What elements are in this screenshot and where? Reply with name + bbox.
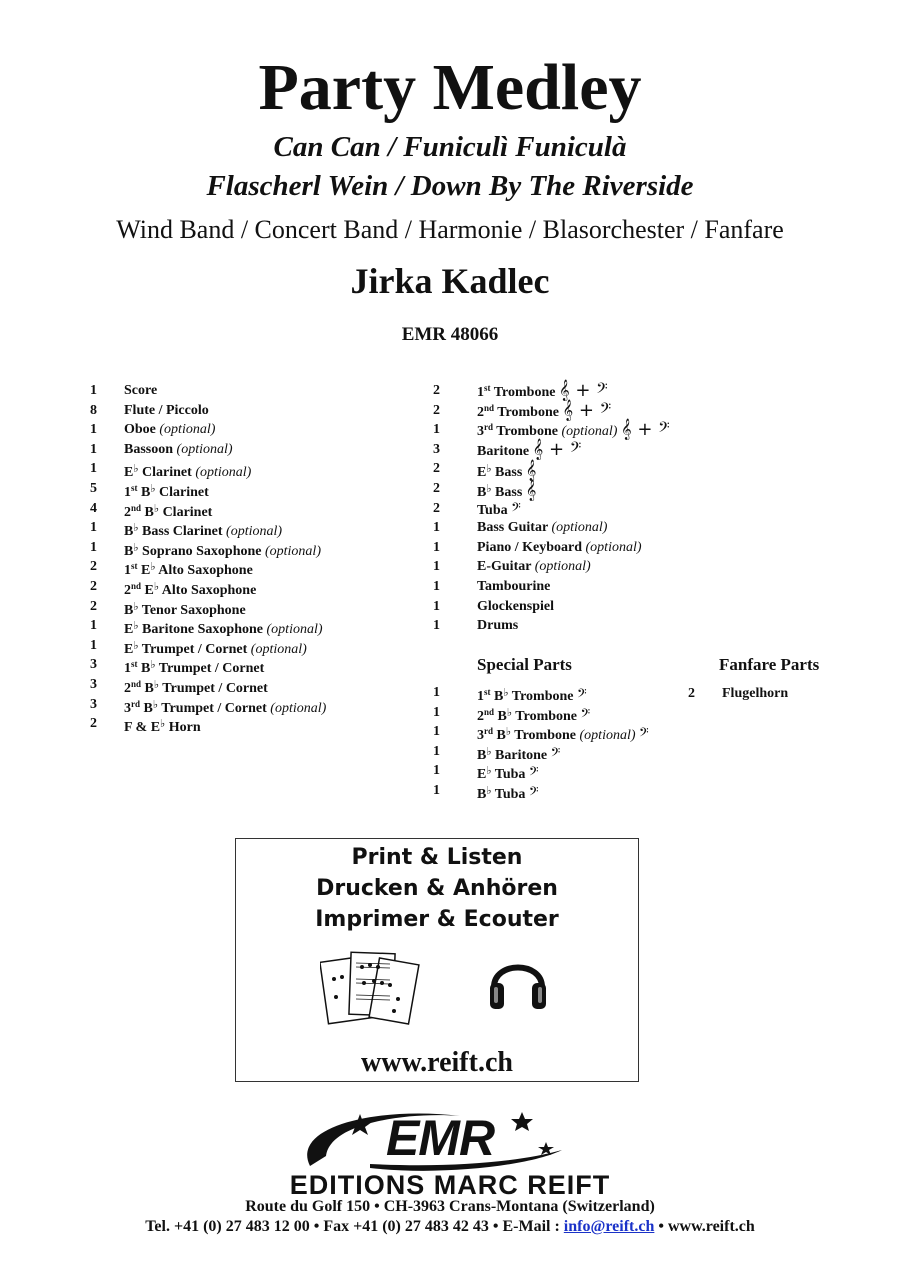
part-optional-note: (optional) bbox=[270, 700, 327, 716]
part-name bbox=[124, 401, 209, 421]
part-optional-note: (optional) bbox=[534, 559, 591, 575]
part-name bbox=[477, 538, 642, 558]
part-quantity: 3 bbox=[90, 696, 97, 712]
part-label-rest: Bass bbox=[491, 465, 523, 481]
flat-sign: ♭ bbox=[133, 541, 139, 554]
part-quantity: 1 bbox=[433, 559, 440, 575]
part-quantity: 2 bbox=[433, 461, 440, 477]
part-row bbox=[90, 499, 420, 519]
part-ordinal-suffix: st bbox=[131, 659, 138, 670]
part-optional-note: (optional) bbox=[195, 465, 252, 481]
flat-sign: ♭ bbox=[505, 726, 512, 739]
publisher-name: EDITIONS MARC REIFT bbox=[289, 1170, 611, 1200]
part-quantity: 2 bbox=[90, 579, 97, 594]
part-quantity: 5 bbox=[90, 481, 97, 496]
flat-sign: ♭ bbox=[153, 502, 160, 515]
part-quantity: 1 bbox=[433, 783, 440, 798]
part-row bbox=[433, 401, 733, 421]
part-row bbox=[433, 538, 733, 558]
part-row bbox=[433, 781, 693, 801]
composer-name: Jirka Kadlec bbox=[350, 261, 550, 301]
part-quantity: 2 bbox=[90, 716, 97, 732]
part-label-rest: Bass Clarinet bbox=[138, 524, 223, 540]
flat-sign: ♭ bbox=[150, 483, 156, 495]
part-quantity: 1 bbox=[90, 637, 97, 653]
part-row bbox=[90, 675, 420, 695]
part-quantity: 2 bbox=[90, 598, 97, 614]
part-row bbox=[433, 420, 733, 440]
part-quantity: 1 bbox=[433, 743, 440, 759]
part-ordinal-suffix: nd bbox=[484, 402, 495, 413]
part-label: Bass Guitar bbox=[477, 520, 548, 536]
part-quantity: 1 bbox=[90, 422, 97, 438]
part-label-rest: Soprano Saxophone bbox=[138, 543, 262, 559]
part-row bbox=[90, 557, 420, 577]
part-label-rest: Tuba bbox=[491, 767, 526, 783]
part-row bbox=[433, 499, 733, 519]
sheet-music-icon bbox=[320, 949, 420, 1029]
part-label-rest: Trombone bbox=[511, 728, 577, 744]
part-quantity: 4 bbox=[90, 500, 97, 516]
part-label: Baritone bbox=[477, 443, 530, 459]
part-ordinal: 3 bbox=[477, 424, 484, 440]
parts-list-right bbox=[433, 381, 733, 641]
clef-icon: 𝄢 bbox=[577, 686, 587, 704]
part-ordinal-suffix: nd bbox=[131, 581, 142, 591]
part-quantity: 1 bbox=[433, 598, 440, 614]
part-label-rest: Trombone bbox=[508, 689, 574, 704]
part-ordinal: 3 bbox=[477, 728, 484, 744]
part-label: Flugelhorn bbox=[722, 686, 789, 701]
part-row bbox=[90, 714, 420, 734]
part-quantity: 1 bbox=[433, 579, 440, 594]
part-row bbox=[433, 703, 693, 723]
part-ordinal: 1 bbox=[124, 563, 131, 579]
part-row bbox=[433, 761, 693, 781]
part-row bbox=[433, 577, 733, 597]
catalog-code: EMR 48066 bbox=[401, 324, 499, 345]
part-quantity: 2 bbox=[433, 383, 440, 398]
part-label: B bbox=[141, 681, 154, 696]
clef-icon: 𝄢 bbox=[550, 744, 561, 763]
special-parts-list bbox=[433, 683, 693, 803]
clef-icon: 𝄞 + 𝄢 bbox=[562, 399, 612, 421]
part-ordinal: 2 bbox=[124, 504, 131, 520]
part-quantity: 1 bbox=[433, 724, 440, 740]
part-label: B bbox=[493, 728, 506, 744]
part-ordinal: 1 bbox=[124, 661, 131, 677]
part-row bbox=[433, 518, 733, 538]
part-ordinal-suffix: st bbox=[131, 483, 138, 493]
part-label-rest: Tuba bbox=[491, 787, 526, 802]
part-label: Oboe bbox=[124, 422, 156, 438]
part-quantity: 3 bbox=[433, 441, 440, 457]
flat-sign: ♭ bbox=[133, 639, 139, 652]
part-ordinal-suffix: rd bbox=[484, 422, 493, 433]
part-label: E-Guitar bbox=[477, 559, 532, 575]
part-optional-note: (optional) bbox=[264, 543, 321, 559]
part-ordinal: 3 bbox=[124, 700, 131, 716]
part-label-rest: Trumpet / Cornet bbox=[158, 700, 267, 716]
part-label: E bbox=[137, 563, 151, 579]
part-name bbox=[477, 616, 518, 636]
part-label: B bbox=[137, 661, 151, 677]
part-ordinal: 1 bbox=[477, 689, 484, 704]
part-label: E bbox=[124, 641, 134, 657]
part-label-rest: Alto Saxophone bbox=[155, 563, 253, 579]
part-quantity: 1 bbox=[90, 618, 97, 634]
contact-phone-fax: Tel. +41 (0) 27 483 12 00 • Fax +41 (0) 27 483 42 43 • E-Mail : bbox=[145, 1218, 564, 1235]
part-optional-note: (optional) bbox=[176, 441, 233, 457]
part-label: Trombone bbox=[494, 404, 559, 420]
flat-sign: ♭ bbox=[150, 561, 156, 574]
part-ordinal: 2 bbox=[477, 404, 484, 420]
part-row bbox=[90, 655, 420, 675]
part-row bbox=[433, 381, 733, 401]
part-row bbox=[433, 557, 733, 577]
part-optional-note: (optional) bbox=[579, 728, 636, 744]
part-optional-note: (optional) bbox=[561, 424, 618, 440]
subtitle-line-1: Can Can / Funiculì Funiculà bbox=[273, 131, 627, 163]
part-quantity: 2 bbox=[433, 402, 440, 418]
part-optional-note: (optional) bbox=[551, 520, 608, 536]
print-listen-box bbox=[235, 838, 639, 1082]
part-row bbox=[90, 420, 420, 440]
flat-sign: ♭ bbox=[153, 679, 160, 691]
part-name bbox=[477, 781, 539, 805]
promo-url[interactable]: www.reift.ch bbox=[361, 1047, 513, 1078]
fanfare-parts-list bbox=[688, 684, 838, 706]
part-ordinal-suffix: nd bbox=[131, 679, 142, 689]
part-label: Score bbox=[124, 383, 158, 398]
part-quantity: 1 bbox=[433, 704, 440, 720]
clef-icon: 𝄢 bbox=[580, 705, 591, 724]
clef-icon: 𝄢 bbox=[511, 499, 521, 518]
part-label: Piano / Keyboard bbox=[477, 539, 583, 555]
part-quantity: 1 bbox=[433, 618, 440, 634]
part-quantity: 1 bbox=[90, 441, 97, 457]
part-row bbox=[90, 479, 420, 499]
part-ordinal-suffix: st bbox=[484, 687, 491, 697]
part-quantity: 1 bbox=[90, 383, 97, 398]
part-label: E bbox=[477, 465, 487, 481]
part-quantity: 1 bbox=[433, 763, 440, 779]
headphones-icon bbox=[486, 947, 550, 1013]
part-row bbox=[90, 597, 420, 617]
part-ordinal-suffix: rd bbox=[484, 726, 493, 737]
part-label: E bbox=[141, 583, 154, 598]
flat-sign: ♭ bbox=[150, 659, 156, 672]
part-quantity: 2 bbox=[433, 500, 440, 516]
part-label: B bbox=[477, 787, 487, 802]
clef-icon: 𝄞 + 𝄢 bbox=[532, 438, 582, 460]
part-row bbox=[90, 616, 420, 636]
ensemble-line: Wind Band / Concert Band / Harmonie / Blasorchester / Fanfare bbox=[116, 215, 784, 244]
part-ordinal-suffix: st bbox=[131, 561, 138, 572]
fanfare-parts-heading: Fanfare Parts bbox=[719, 655, 820, 674]
part-label: F & E bbox=[124, 720, 161, 736]
part-name bbox=[722, 684, 788, 704]
part-optional-note: (optional) bbox=[585, 539, 642, 555]
promo-line-3: Imprimer & Ecouter bbox=[315, 907, 559, 932]
part-ordinal: 2 bbox=[124, 681, 131, 696]
part-quantity: 8 bbox=[90, 402, 97, 418]
part-row bbox=[90, 381, 420, 401]
part-label: Trombone bbox=[490, 385, 556, 400]
part-label-rest: Horn bbox=[165, 720, 201, 736]
part-label-rest: Trumpet / Cornet bbox=[159, 681, 268, 696]
part-quantity: 1 bbox=[90, 461, 97, 477]
flat-sign: ♭ bbox=[153, 581, 160, 593]
special-parts-heading: Special Parts bbox=[477, 655, 572, 674]
part-quantity: 1 bbox=[90, 539, 97, 555]
part-label: B bbox=[141, 504, 154, 520]
part-label-rest: Baritone bbox=[491, 747, 548, 763]
part-name bbox=[124, 381, 157, 401]
part-label-rest: Alto Saxophone bbox=[159, 583, 257, 598]
part-row bbox=[688, 684, 838, 704]
subtitle-line-2: Flascherl Wein / Down By The Riverside bbox=[206, 170, 694, 202]
part-row bbox=[90, 518, 420, 538]
part-name bbox=[124, 420, 215, 440]
flat-sign: ♭ bbox=[503, 687, 509, 699]
flat-sign: ♭ bbox=[486, 463, 492, 476]
part-row bbox=[433, 616, 733, 636]
part-optional-note: (optional) bbox=[266, 622, 323, 638]
part-label-rest: Tenor Saxophone bbox=[138, 602, 246, 618]
promo-line-1: Print & Listen bbox=[351, 845, 523, 870]
clef-icon: 𝄢 bbox=[528, 784, 539, 802]
part-row bbox=[90, 636, 420, 656]
part-label: B bbox=[494, 708, 507, 724]
flat-sign: ♭ bbox=[133, 522, 139, 535]
part-row bbox=[90, 538, 420, 558]
part-row bbox=[433, 440, 733, 460]
publisher-address: Route du Golf 150 • CH-3963 Crans-Montana (Switzerland) bbox=[245, 1198, 655, 1215]
part-label: E bbox=[477, 767, 487, 783]
part-label-rest: Clarinet bbox=[155, 485, 209, 500]
part-name bbox=[124, 440, 233, 460]
part-optional-note: (optional) bbox=[159, 422, 216, 438]
flat-sign: ♭ bbox=[133, 620, 139, 633]
emr-logo-text: EMR bbox=[385, 1110, 495, 1166]
clef-icon: 𝄞 bbox=[525, 480, 537, 501]
flat-sign: ♭ bbox=[486, 785, 492, 797]
part-row bbox=[90, 440, 420, 460]
flat-sign: ♭ bbox=[133, 600, 139, 613]
part-name bbox=[477, 518, 607, 538]
part-row bbox=[433, 459, 733, 482]
part-label: B bbox=[140, 700, 153, 716]
flat-sign: ♭ bbox=[133, 463, 139, 476]
flat-sign: ♭ bbox=[486, 765, 492, 778]
part-name bbox=[124, 714, 201, 738]
part-quantity: 1 bbox=[433, 685, 440, 700]
part-ordinal-suffix: st bbox=[484, 383, 491, 393]
part-label: B bbox=[137, 485, 151, 500]
part-name bbox=[477, 597, 554, 617]
part-label: Tambourine bbox=[477, 579, 551, 594]
part-label: B bbox=[124, 602, 134, 618]
part-label: E bbox=[124, 465, 134, 481]
email-link[interactable]: info@reift.ch bbox=[563, 1218, 655, 1235]
part-label: Bassoon bbox=[124, 441, 174, 457]
part-row bbox=[90, 401, 420, 421]
part-ordinal: 2 bbox=[124, 583, 131, 598]
part-row bbox=[433, 722, 693, 742]
clef-icon: 𝄞 bbox=[525, 460, 537, 482]
part-row bbox=[90, 577, 420, 597]
part-name bbox=[477, 557, 591, 577]
part-row bbox=[90, 459, 420, 479]
part-label-rest: Baritone Saxophone bbox=[138, 622, 264, 638]
part-quantity: 2 bbox=[433, 481, 440, 496]
clef-icon: 𝄢 bbox=[639, 725, 649, 744]
clef-icon: 𝄞 + 𝄢 bbox=[558, 380, 608, 401]
part-row bbox=[433, 742, 693, 762]
part-ordinal: 1 bbox=[477, 385, 484, 400]
part-label: E bbox=[124, 622, 134, 638]
part-label: B bbox=[490, 689, 504, 704]
part-label-rest: Trumpet / Cornet bbox=[155, 661, 265, 677]
part-label: Tuba bbox=[477, 502, 508, 518]
part-ordinal-suffix: nd bbox=[484, 706, 495, 717]
part-optional-note: (optional) bbox=[226, 524, 283, 540]
page-title: Party Medley bbox=[258, 51, 642, 124]
part-ordinal: 2 bbox=[477, 708, 484, 724]
part-quantity: 1 bbox=[90, 520, 97, 536]
part-row bbox=[433, 597, 733, 617]
flat-sign: ♭ bbox=[486, 483, 492, 495]
part-row bbox=[433, 479, 733, 499]
part-row bbox=[90, 695, 420, 715]
part-quantity: 2 bbox=[688, 686, 695, 701]
clef-icon: 𝄞 + 𝄢 bbox=[620, 419, 670, 441]
part-quantity: 2 bbox=[90, 559, 97, 575]
contact-website: • www.reift.ch bbox=[654, 1218, 755, 1235]
part-quantity: 3 bbox=[90, 657, 97, 673]
part-label: Drums bbox=[477, 618, 519, 634]
parts-list-left bbox=[90, 381, 420, 741]
part-label: B bbox=[124, 543, 134, 559]
clef-icon: 𝄢 bbox=[528, 764, 539, 783]
part-label: Flute / Piccolo bbox=[124, 402, 209, 418]
part-label-rest: Bass bbox=[491, 485, 523, 500]
contact-line bbox=[0, 1216, 900, 1238]
part-label-rest: Clarinet bbox=[138, 465, 192, 481]
part-name bbox=[477, 577, 550, 597]
part-quantity: 3 bbox=[90, 677, 97, 692]
part-quantity: 1 bbox=[433, 422, 440, 438]
part-label: B bbox=[477, 747, 487, 763]
flat-sign: ♭ bbox=[486, 745, 492, 758]
part-label-rest: Trumpet / Cornet bbox=[138, 641, 248, 657]
flat-sign: ♭ bbox=[160, 718, 166, 731]
part-optional-note: (optional) bbox=[250, 641, 307, 657]
part-ordinal-suffix: rd bbox=[131, 698, 140, 709]
part-label-rest: Trombone bbox=[512, 708, 578, 724]
part-label: Trombone bbox=[493, 424, 558, 440]
part-label: B bbox=[477, 485, 487, 500]
part-quantity: 1 bbox=[433, 520, 440, 536]
part-row bbox=[433, 683, 693, 703]
flat-sign: ♭ bbox=[506, 706, 513, 719]
part-ordinal-suffix: nd bbox=[131, 502, 142, 513]
promo-line-2: Drucken & Anhören bbox=[316, 876, 558, 901]
part-quantity: 1 bbox=[433, 539, 440, 555]
part-ordinal: 1 bbox=[124, 485, 131, 500]
part-label: B bbox=[124, 524, 134, 540]
part-label: Glockenspiel bbox=[477, 598, 555, 614]
flat-sign: ♭ bbox=[152, 698, 159, 711]
part-label-rest: Clarinet bbox=[159, 504, 213, 520]
